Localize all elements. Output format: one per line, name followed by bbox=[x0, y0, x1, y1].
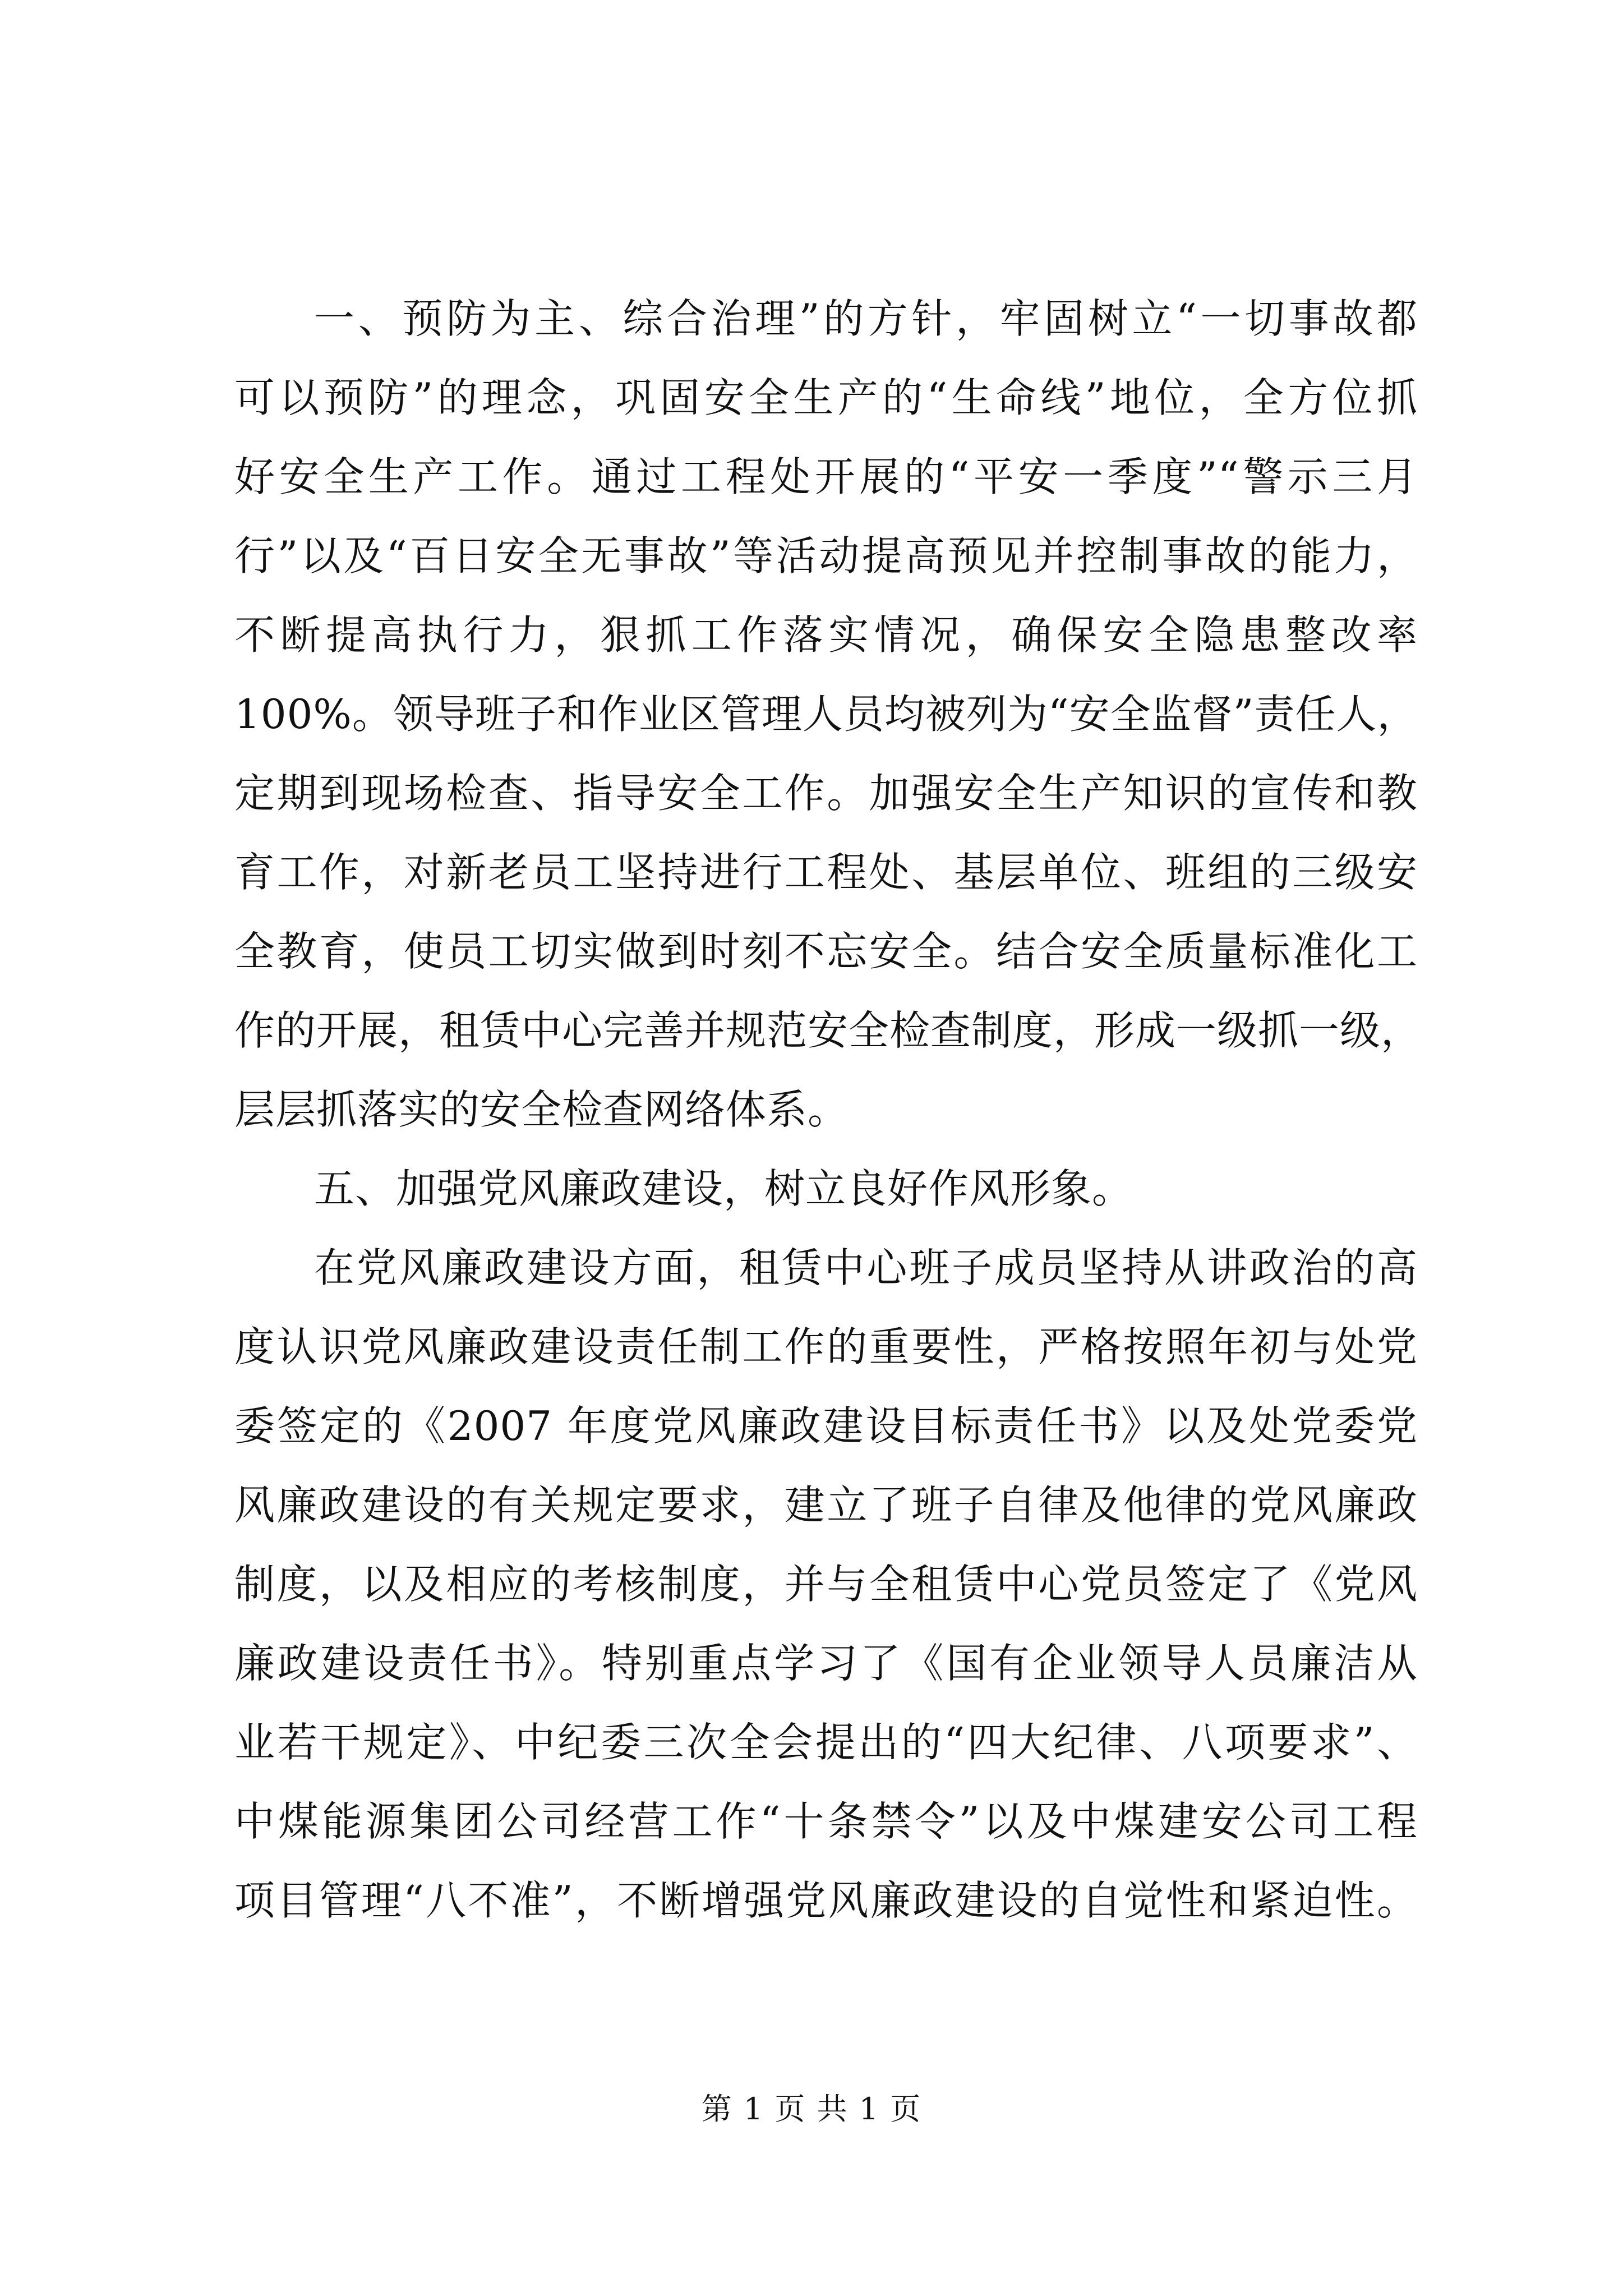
text-line: 行”以及“百日安全无事故”等活动提高预见并控制事故的能力， bbox=[234, 532, 1418, 579]
text-line: 层层抓落实的安全检查网络体系。 bbox=[234, 1086, 849, 1133]
text-line: 100%。领导班子和作业区管理人员均被列为“安全监督”责任人， bbox=[234, 691, 1418, 738]
text-line: 风廉政建设的有关规定要求，建立了班子自律及他律的党风廉政 bbox=[234, 1481, 1418, 1529]
text-line: 在党风廉政建设方面，租赁中心班子成员坚持从讲政治的高 bbox=[314, 1244, 1418, 1291]
text-line: 度认识党风廉政建设责任制工作的重要性，严格按照年初与处党 bbox=[234, 1323, 1418, 1370]
text-line: 一、预防为主、综合治理”的方针，牢固树立“一切事故都 bbox=[314, 295, 1418, 342]
text-line: 不断提高执行力，狠抓工作落实情况，确保安全隐患整改率 bbox=[234, 611, 1418, 659]
text-line: 项目管理“八不准”，不断增强党风廉政建设的自觉性和紧迫性。 bbox=[234, 1877, 1418, 1924]
text-line: 中煤能源集团公司经营工作“十条禁令”以及中煤建安公司工程 bbox=[234, 1798, 1418, 1845]
text-line: 制度，以及相应的考核制度，并与全租赁中心党员签定了《党风 bbox=[234, 1561, 1418, 1608]
text-line: 委签定的《2007 年度党风廉政建设目标责任书》以及处党委党 bbox=[234, 1402, 1418, 1450]
text-line: 可以预防”的理念，巩固安全生产的“生命线”地位，全方位抓 bbox=[234, 374, 1418, 421]
document-body bbox=[234, 279, 1422, 1940]
text-line: 廉政建设责任书》。特别重点学习了《国有企业领导人员廉洁从 bbox=[234, 1640, 1418, 1687]
text-line: 好安全生产工作。通过工程处开展的“平安一季度”“警示三月 bbox=[234, 453, 1418, 500]
text-line: 作的开展，租赁中心完善并规范安全检查制度，形成一级抓一级， bbox=[234, 1007, 1422, 1054]
page-number-footer: 第 1 页 共 1 页 bbox=[701, 2091, 922, 2127]
text-line: 育工作，对新老员工坚持进行工程处、基层单位、班组的三级安 bbox=[234, 849, 1418, 896]
text-line: 业若干规定》、中纪委三次全会提出的“四大纪律、八项要求”、 bbox=[234, 1719, 1418, 1766]
text-line: 全教育，使员工切实做到时刻不忘安全。结合安全质量标准化工 bbox=[234, 928, 1418, 975]
text-line: 定期到现场检查、指导安全工作。加强安全生产知识的宣传和教 bbox=[234, 770, 1418, 817]
section-heading: 五、加强党风廉政建设，树立良好作风形象。 bbox=[314, 1165, 1133, 1212]
